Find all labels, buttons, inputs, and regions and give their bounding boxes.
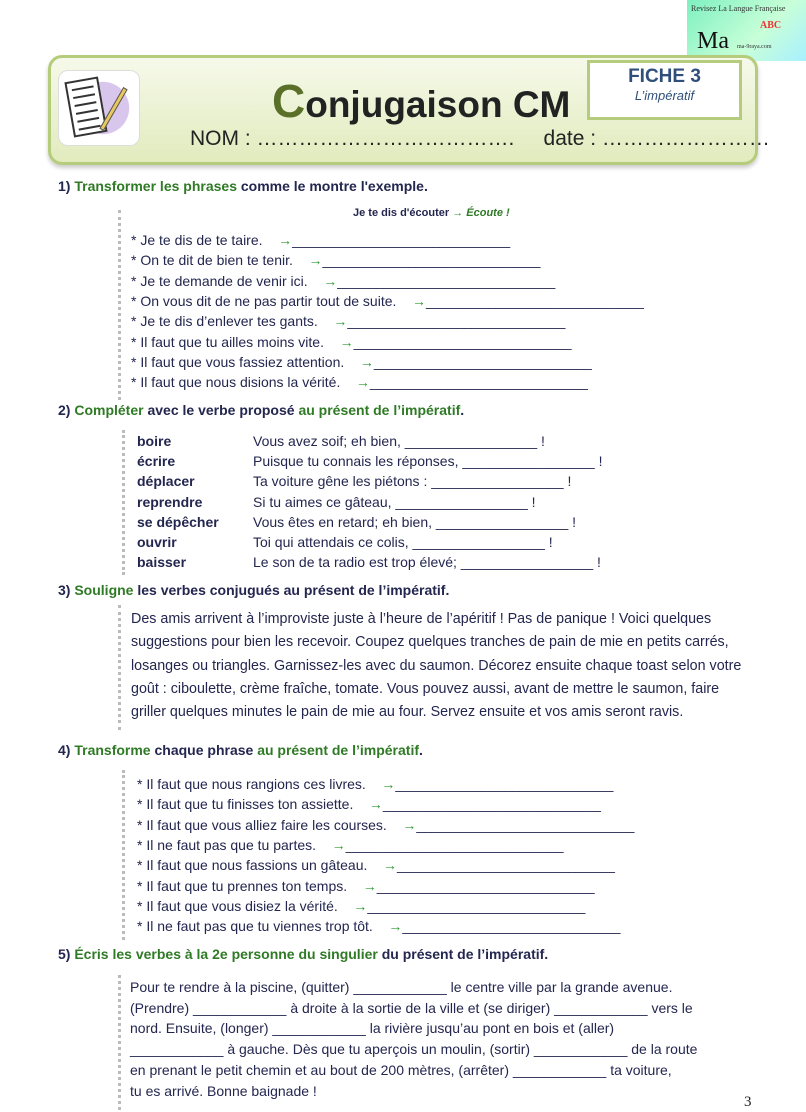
list-item <box>131 352 592 372</box>
paragraph-line: griller quelques minutes le pain de mie au four. Servez ensuite et vos amis seront ravis. <box>131 704 684 721</box>
heading-part: au présent de l’impératif <box>298 402 461 418</box>
verb-label: se dépêcher <box>137 513 219 530</box>
heading-part: . <box>419 742 423 758</box>
list-item <box>137 794 601 814</box>
item-text: * Il faut que nous disions la vérité. <box>131 374 341 391</box>
logo-site: ma-9raya.com <box>737 44 772 50</box>
answer-blank[interactable]: ____________________________ <box>353 333 572 350</box>
item-text: * On vous dit de ne pas partir tout de suite. <box>131 292 397 309</box>
answer-blank[interactable]: ____________________________ <box>322 252 541 269</box>
answer-blank[interactable]: ____________________________ <box>425 292 644 309</box>
answer-blank[interactable]: ____________________________ <box>376 877 595 894</box>
arrow-icon: → <box>359 353 374 370</box>
verb-label: écrire <box>137 453 176 470</box>
verb-row <box>137 471 571 491</box>
list-item <box>137 815 634 835</box>
paragraph-line: tu es arrivé. Bonne baignade ! <box>130 1082 317 1099</box>
list-item <box>131 332 572 352</box>
margin-dots <box>118 975 121 1110</box>
list-item <box>131 271 555 291</box>
s3-heading <box>58 582 449 598</box>
answer-blank[interactable]: ____________________________ <box>382 796 601 813</box>
heading-part: avec le verbe proposé <box>143 402 299 418</box>
arrow-icon: → <box>353 897 368 914</box>
heading-part: 4) <box>58 742 75 758</box>
answer-blank[interactable]: ____________________________ <box>292 232 511 248</box>
verb-label: ouvrir <box>137 534 177 550</box>
fiche-subtitle: L’impératif <box>634 88 695 103</box>
heading-part: Transforme <box>74 742 151 758</box>
arrow-icon: → <box>368 796 383 813</box>
item-text: * Il faut que tu prennes ton temps. <box>137 877 348 894</box>
s1-heading <box>58 178 428 194</box>
example-text: Je te dis d'écouter <box>353 207 450 219</box>
site-logo <box>687 0 806 61</box>
arrow-icon: → <box>339 333 354 350</box>
item-text: * Je te dis de te taire. <box>131 232 263 248</box>
arrow-icon: → <box>278 232 293 248</box>
verb-row <box>137 451 603 471</box>
verb-label: déplacer <box>137 473 195 490</box>
paragraph-line: nord. Ensuite, (longer) ____________ la rivière jusqu’au pont en bois et (aller) <box>130 1020 615 1037</box>
arrow-icon: → <box>323 272 338 289</box>
heading-part: Souligne <box>74 582 134 598</box>
arrow-icon: → <box>362 877 377 894</box>
heading-part: du présent de l’impératif. <box>377 946 549 962</box>
sentence-blank[interactable]: Vous avez soif; eh bien, _________________ ! <box>253 433 545 449</box>
sentence-blank[interactable]: Puisque tu connais les réponses, _________________ ! <box>253 453 603 470</box>
verb-row <box>137 431 545 451</box>
writing-document-icon <box>58 70 140 146</box>
heading-part: Transformer les phrases <box>74 178 237 194</box>
answer-blank[interactable]: ____________________________ <box>416 816 635 833</box>
answer-blank[interactable]: ____________________________ <box>367 897 586 914</box>
answer-blank[interactable]: ____________________________ <box>373 353 592 370</box>
arrow-icon: → <box>411 292 426 309</box>
heading-part: les verbes conjugués au présent de l’impératif. <box>133 582 450 598</box>
logo-abc: ABC <box>760 20 782 31</box>
list-item <box>137 896 585 916</box>
list-item <box>137 774 613 794</box>
item-text: * Il faut que nous rangions ces livres. <box>137 776 366 792</box>
heading-part: Écris les verbes à la 2e personne du singulier <box>74 946 378 962</box>
heading-part: Compléter <box>74 402 144 418</box>
item-text: * Il ne faut pas que tu viennes trop tôt. <box>137 918 373 935</box>
arrow-icon: → <box>331 836 346 853</box>
s2-heading <box>58 402 464 418</box>
arrow-icon: → <box>452 207 464 219</box>
list-item <box>137 835 564 855</box>
list-item <box>137 855 615 875</box>
heading-part: 2) <box>58 402 75 418</box>
sentence-blank[interactable]: Toi qui attendais ce colis, _________________ ! <box>253 534 553 550</box>
answer-blank[interactable]: ____________________________ <box>369 374 588 391</box>
item-text: * Je te dis d’enlever tes gants. <box>131 313 318 330</box>
list-item <box>137 876 595 896</box>
item-text: * Il faut que nous fassions un gâteau. <box>137 857 368 874</box>
example-answer: Écoute ! <box>466 207 510 219</box>
margin-dots <box>122 770 125 940</box>
paragraph-line: ____________ à gauche. Dès que tu aperçois un moulin, (sortir) ____________ de la route <box>130 1041 698 1058</box>
paragraph-line: Pour te rendre à la piscine, (quitter) ____________ le centre ville par la grande avenue. <box>130 979 673 995</box>
heading-part: 1) <box>58 178 75 194</box>
margin-dots <box>118 210 121 400</box>
heading-part: . <box>460 402 465 418</box>
verb-label: boire <box>137 433 172 449</box>
answer-blank[interactable]: ____________________________ <box>345 836 564 853</box>
arrow-icon: → <box>388 918 403 935</box>
page-number: 3 <box>744 1094 752 1110</box>
answer-blank[interactable]: ____________________________ <box>396 857 615 874</box>
item-text: * Il faut que vous disiez la vérité. <box>137 897 338 914</box>
verb-label: reprendre <box>137 493 203 510</box>
list-item <box>131 291 644 311</box>
logo-text: Revisez La Langue Française <box>691 4 786 13</box>
answer-blank[interactable]: ____________________________ <box>402 918 621 935</box>
arrow-icon: → <box>308 252 323 269</box>
answer-blank[interactable]: ____________________________ <box>347 313 566 330</box>
name-date-line <box>190 127 770 151</box>
heading-part: chaque phrase <box>150 742 258 758</box>
paragraph-line: goût : ciboulette, crème fraîche, tomate. Vous pouvez aussi, avant de mettre le saumon, faire <box>131 680 720 697</box>
paragraph-line: Des amis arrivent à l’improviste juste à l’heure de l’apéritif ! Pas de panique ! Voici quelques <box>131 611 712 627</box>
answer-blank[interactable]: ____________________________ <box>395 776 614 792</box>
date-field: date : …………………… <box>543 127 770 150</box>
fiche-label <box>587 60 742 120</box>
item-text: * Il faut que tu finisses ton assiette. <box>137 796 354 813</box>
answer-blank[interactable]: ____________________________ <box>337 272 556 289</box>
sentence-blank[interactable]: Vous êtes en retard; eh bien, _________________ ! <box>253 513 577 530</box>
fiche-number: FICHE 3 <box>628 66 701 87</box>
paragraph-line: suggestions pour bien les recevoir. Coupez quelques tranches de pain de mie en petits carrés, <box>131 634 729 651</box>
verb-row <box>137 512 576 532</box>
list-item <box>131 372 588 392</box>
logo-ma: Ma <box>697 28 729 54</box>
item-text: * Il ne faut pas que tu partes. <box>137 836 317 853</box>
margin-dots <box>118 605 121 730</box>
item-text: * Il faut que vous alliez faire les courses. <box>137 816 387 833</box>
list-item <box>137 916 620 936</box>
heading-part: comme le montre l'exemple. <box>236 178 428 194</box>
heading-part: 5) <box>58 946 75 962</box>
example-line <box>353 203 510 223</box>
item-text: * Je te demande de venir ici. <box>131 272 308 289</box>
arrow-icon: → <box>402 816 417 833</box>
item-text: * Il faut que tu ailles moins vite. <box>131 333 324 350</box>
margin-dots <box>122 430 125 575</box>
arrow-icon: → <box>333 313 348 330</box>
arrow-icon: → <box>355 374 370 391</box>
sentence-blank[interactable]: Si tu aimes ce gâteau, _________________ ! <box>253 493 536 510</box>
paragraph-line: losanges ou triangles. Garnissez-les avec du saumon. Décorez ensuite chaque toast selon votre <box>131 657 742 674</box>
verb-row <box>137 492 536 512</box>
list-item <box>131 230 510 250</box>
page-title: Conjugaison CM <box>272 75 571 127</box>
paragraph-line: en prenant le petit chemin et au bout de 200 mètres, (arrêter) ____________ ta voiture, <box>130 1061 672 1078</box>
heading-part: 3) <box>58 582 75 598</box>
arrow-icon: → <box>382 857 397 874</box>
heading-part: au présent de l’impératif <box>257 742 420 758</box>
name-field: NOM : ………………………………. <box>190 127 515 150</box>
s4-heading <box>58 742 423 758</box>
list-item <box>131 250 540 270</box>
s5-heading <box>58 946 548 962</box>
item-text: * Il faut que vous fassiez attention. <box>131 353 345 370</box>
list-item <box>131 311 565 331</box>
sentence-blank[interactable]: Ta voiture gêne les piétons : _________________ ! <box>253 473 572 490</box>
arrow-icon: → <box>381 776 396 792</box>
sentence-blank[interactable]: Le son de ta radio est trop élevé; _________________ ! <box>253 554 601 571</box>
item-text: * On te dit de bien te tenir. <box>131 252 293 269</box>
paragraph-line: (Prendre) ____________ à droite à la sortie de la ville et (se diriger) ____________ vers le <box>130 999 693 1016</box>
verb-row <box>137 552 601 572</box>
verb-row <box>137 532 553 552</box>
verb-label: baisser <box>137 554 187 571</box>
